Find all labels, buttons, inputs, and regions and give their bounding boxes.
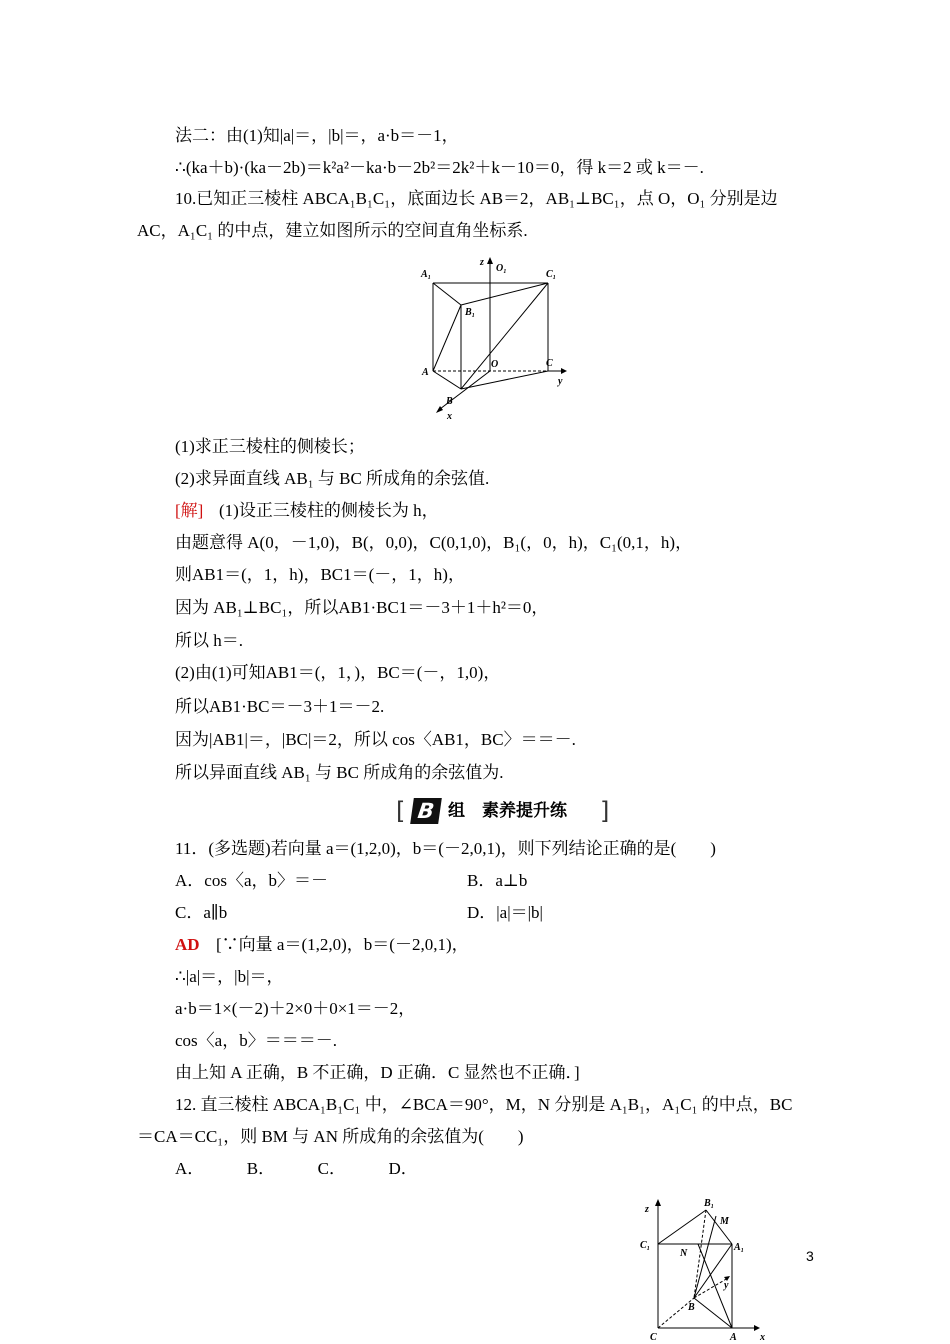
solution-cosine: 因为|AB1|＝，|BC|＝2，所以 cos〈AB1，BC〉＝＝－.	[175, 730, 576, 749]
label-C: C	[650, 1332, 657, 1343]
label-A1: A₁	[421, 269, 432, 280]
solution-tag: [解]	[175, 501, 204, 520]
solution-coordinates: 由题意得 A(0，－1,0)，B(，0,0)，C(0,1,0)，B₁(，0，h)，C₁(0,1，h)，	[175, 533, 693, 552]
label-A1: A₁	[734, 1242, 745, 1253]
option-c: C．a∥b	[175, 903, 228, 922]
page-number: 3	[806, 1248, 814, 1264]
answer-explanation-5: 由上知 A 正确，B 不正确，D 正确．C 显然也不正确．]	[175, 1063, 580, 1082]
answer-explanation-2: ∴|a|＝，|b|＝，	[175, 967, 284, 986]
option-b: B．a⊥b	[467, 871, 528, 890]
label-y: y	[558, 376, 563, 387]
banner-right-bracket: ]	[600, 797, 610, 825]
label-B1: B₁	[465, 307, 476, 318]
label-C: C	[546, 358, 553, 369]
problem-12-statement-cont: ＝CA＝CC₁，则 BM 与 AN 所成角的余弦值为( )	[137, 1127, 524, 1146]
solution-dot-product: 所以AB1·BC＝－3＋1＝－2.	[175, 697, 385, 716]
section-b-banner	[396, 796, 616, 826]
question-1: (1)求正三棱柱的侧棱长；	[175, 437, 365, 456]
problem-11-statement: 11．(多选题)若向量 a＝(1,2,0)，b＝(－2,0,1)，则下列结论正确的是( )	[175, 839, 716, 858]
problem-12-options: A． B． C． D．	[175, 1159, 418, 1178]
question-2: (2)求异面直线 AB₁ 与 BC 所成角的余弦值.	[175, 469, 490, 488]
solution-step-1: (1)设正三棱柱的侧棱长为 h，	[219, 501, 439, 520]
label-x: x	[760, 1332, 765, 1343]
answer-explanation-4: cos〈a，b〉＝＝＝－.	[175, 1031, 337, 1050]
problem-10-statement-cont: AC，A₁C₁ 的中点，建立如图所示的空间直角坐标系.	[137, 221, 528, 240]
label-N: N	[680, 1248, 688, 1259]
answer-explanation-1: [∵向量 a＝(1,2,0)，b＝(－2,0,1)，	[216, 935, 469, 954]
label-C1: C₁	[640, 1240, 651, 1251]
option-d: D．|a|＝|b|	[467, 903, 543, 922]
answer-ad: AD	[175, 935, 200, 954]
line-method-two: 法二：由(1)知|a|＝，|b|＝，a·b＝－1，	[175, 126, 459, 145]
label-x: x	[447, 411, 452, 422]
label-B: B	[446, 396, 453, 407]
banner-b-badge: B	[410, 798, 442, 824]
label-B: B	[688, 1302, 695, 1313]
problem-12-statement: 12. 直三棱柱 ABCA₁B₁C₁ 中，∠BCA＝90°，M，N 分别是 A₁B₁，A₁C₁ 的中点，BC	[175, 1095, 793, 1114]
label-z: z	[645, 1204, 649, 1215]
label-z: z	[480, 257, 484, 268]
label-A: A	[422, 367, 429, 378]
solution-part-2: (2)由(1)可知AB1＝(，1，)，BC＝(－，1,0)，	[175, 663, 501, 682]
label-A: A	[730, 1332, 737, 1343]
label-C1: C₁	[546, 269, 557, 280]
prism-figure-2	[636, 1196, 776, 1344]
solution-conclusion: 所以异面直线 AB₁ 与 BC 所成角的余弦值为.	[175, 763, 504, 782]
option-a: A．cos〈a，b〉＝－	[175, 871, 328, 890]
label-B1: B₁	[704, 1198, 715, 1209]
prism-figure-1	[418, 253, 588, 423]
solution-h: 所以 h＝.	[175, 631, 243, 650]
label-M: M	[720, 1216, 729, 1227]
banner-title: 组 素养提升练	[448, 801, 567, 821]
answer-explanation-3: a·b＝1×(－2)＋2×0＋0×1＝－2，	[175, 999, 416, 1018]
label-O1: O₁	[496, 263, 507, 274]
solution-vectors: 则AB1＝(，1，h)，BC1＝(－，1，h)，	[175, 565, 465, 584]
line-expansion: ∴(ka＋b)·(ka－2b)＝k²a²－ka·b－2b²＝2k²＋k－10＝0，得 k＝2 或 k＝－.	[175, 158, 704, 177]
solution-perpendicular: 因为 AB₁⊥BC₁，所以AB1·BC1＝－3＋1＋h²＝0，	[175, 598, 549, 617]
banner-left-bracket: [	[396, 797, 406, 825]
label-O: O	[491, 359, 499, 370]
label-y: y	[724, 1280, 729, 1291]
problem-10-statement: 10.已知正三棱柱 ABCA₁B₁C₁，底面边长 AB＝2，AB₁⊥BC₁，点 O，O₁ 分别是边	[175, 189, 778, 208]
